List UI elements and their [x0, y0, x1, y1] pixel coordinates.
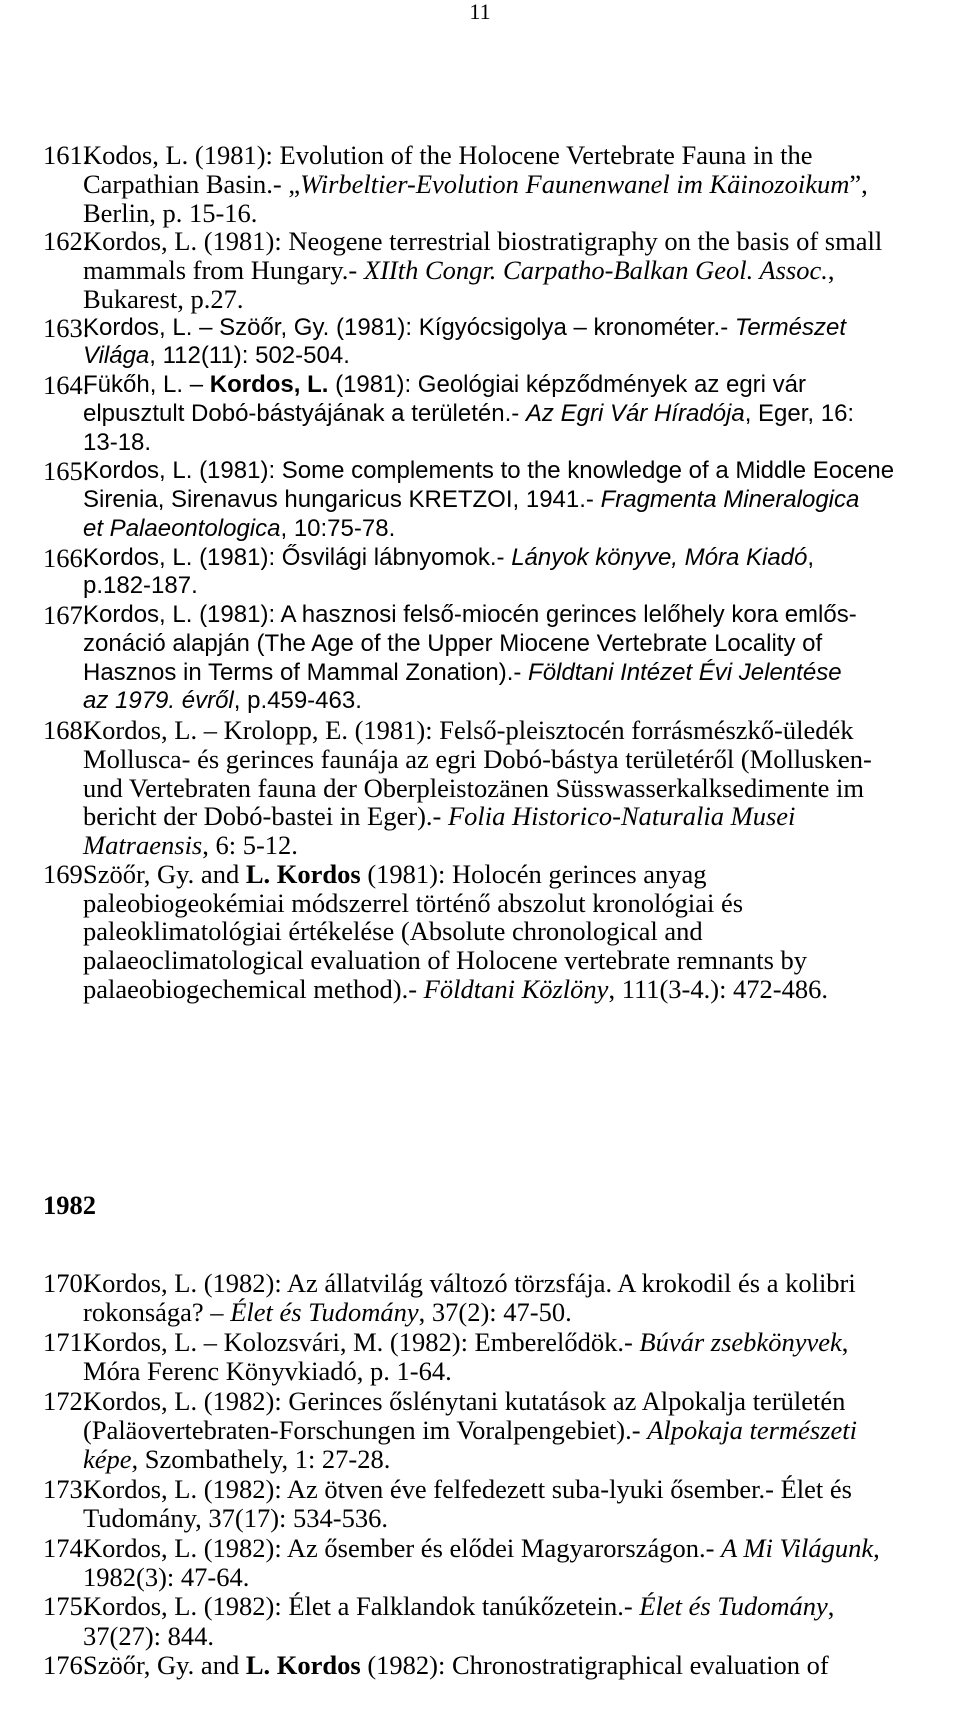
reference-number: 170. [43, 1268, 90, 1298]
reference-entry [43, 371, 933, 457]
reference-entry [43, 1534, 933, 1593]
reference-text: Tudomány, 37(17): 534-536. [83, 1503, 388, 1534]
reference-text: , 37(2): 47-50. [418, 1297, 572, 1328]
reference-text: Szöőr, Gy. and [83, 858, 246, 889]
reference-line [83, 314, 933, 343]
reference-text: , [807, 543, 815, 571]
reference-text: Kordos, L. (1982): Az ősember és elődei Magyarországon.- [83, 1532, 722, 1563]
reference-line [83, 802, 933, 831]
reference-number: 164. [43, 370, 90, 400]
reference-text: ”, [849, 168, 868, 199]
reference-text: , [873, 1532, 880, 1563]
italic-title: et Palaeontologica [83, 514, 281, 542]
reference-entry [43, 601, 933, 716]
reference-entry [43, 1651, 933, 1680]
reference-entry [43, 227, 933, 313]
reference-entry [43, 457, 933, 543]
reference-entry [43, 314, 933, 372]
italic-title: Matraensis [83, 830, 203, 860]
reference-line [83, 946, 933, 975]
reference-number: 176. [43, 1650, 90, 1681]
italic-title: Természet [734, 313, 847, 341]
reference-line [83, 1269, 933, 1298]
reference-text: Berlin, p. 15-16. [83, 197, 258, 228]
reference-number: 165. [43, 456, 90, 487]
reference-text: zonáció alapján (The Age of the Upper Miocene Vertebrate Locality of [83, 629, 823, 657]
reference-text: Carpathian Basin.- „ [83, 168, 301, 199]
reference-line [83, 860, 933, 889]
reference-text: Sirenia, Sirenavus hungaricus KRETZOI, 1941.- [83, 486, 601, 513]
reference-line [83, 975, 933, 1004]
reference-line [83, 285, 933, 314]
reference-line [83, 544, 933, 573]
reference-line [83, 601, 933, 630]
reference-line [83, 630, 933, 659]
reference-text: (1981): Holocén gerinces anyag [360, 858, 707, 889]
reference-line [83, 1534, 933, 1563]
reference-line [83, 170, 933, 199]
reference-text: (1981): Geológiai képződmények az egri vár [328, 371, 807, 398]
reference-text: Kordos, L. (1982): Az állatvilág változó törzsfája. A krokodil és a kolibri [83, 1268, 856, 1298]
reference-line [83, 256, 933, 285]
reference-number: 166. [43, 542, 90, 573]
reference-text: , p.459-463. [233, 687, 362, 715]
reference-text: rokonsága? – [83, 1297, 231, 1328]
reference-text: 1982(3): 47-64. [83, 1562, 250, 1593]
reference-text: Kordos, L. – Szöőr, Gy. (1981): Kígyócsigolya – kronométer.- [83, 313, 735, 341]
reference-entry [43, 1592, 933, 1651]
reference-line [83, 1651, 933, 1680]
reference-text: mammals from Hungary.- [83, 255, 364, 285]
reference-text: Kordos, L. (1982): Gerinces őslénytani kutatások az Alpokalja területén [83, 1385, 846, 1416]
reference-line [83, 429, 933, 458]
italic-title: Fragmenta Mineralogica [600, 486, 860, 513]
references-1981 [43, 141, 933, 1004]
reference-line [83, 457, 933, 486]
reference-text: Kordos, L. – Krolopp, E. (1981): Felső-pleisztocén forrásmészkő-üledék [83, 715, 854, 745]
reference-text: , 112(11): 502-504. [149, 342, 350, 370]
reference-line [83, 1298, 933, 1327]
reference-text: Fükőh, L. – [83, 371, 210, 398]
reference-line [83, 774, 933, 803]
reference-text: p.182-187. [83, 572, 198, 600]
reference-entry [43, 1387, 933, 1475]
reference-line [83, 1475, 933, 1504]
reference-text: Kordos, L. (1981): Neogene terrestrial biostratigraphy on the basis of small [83, 226, 883, 257]
reference-line [83, 1387, 933, 1416]
reference-line [83, 1328, 933, 1357]
reference-text: , 111(3-4.): 472-486. [608, 973, 829, 1004]
reference-number: 172. [43, 1385, 90, 1416]
reference-line [83, 1592, 933, 1621]
reference-entry [43, 544, 933, 602]
italic-title: Világa [83, 342, 150, 370]
reference-text: , 6: 5-12. [202, 830, 298, 860]
reference-text: Hasznos in Terms of Mammal Zonation).- [83, 658, 529, 686]
reference-line [83, 199, 933, 228]
reference-entry [43, 141, 933, 227]
reference-text: und Vertebraten fauna der Oberpleistozänen Süsswasserkalksedimente im [83, 772, 865, 803]
reference-line [83, 1416, 933, 1445]
reference-text: , [827, 255, 835, 285]
reference-text: bericht der Dobó-bastei in Eger).- [83, 801, 448, 832]
italic-title: Az Egri Vár Híradója [525, 399, 745, 427]
references-1982 [43, 1269, 933, 1681]
reference-text: palaeobiogechemical method).- [83, 973, 424, 1004]
italic-title: Földtani Közlöny [423, 973, 609, 1004]
reference-line [83, 1357, 933, 1386]
reference-text: 13-18. [83, 428, 152, 456]
reference-text: palaeoclimatological evaluation of Holocene vertebrate remnants by [83, 945, 808, 975]
reference-line [83, 371, 933, 400]
italic-title: XIIth Congr. Carpatho-Balkan Geol. Assoc. [363, 255, 828, 285]
reference-line [83, 342, 933, 371]
reference-number: 167. [43, 600, 90, 630]
reference-text: Mollusca- és gerinces faunája az egri Dobó-bástya területéről (Mollusken- [83, 743, 872, 774]
reference-text: paleobiogeokémiai módszerrel történő abszolut kronológiai és [83, 887, 744, 918]
reference-number: 175. [43, 1591, 90, 1622]
bold-author: L. Kordos [245, 1650, 361, 1681]
reference-line [83, 889, 933, 918]
reference-line [83, 831, 933, 860]
italic-title: Folia Historico-Naturalia Musei [447, 801, 796, 832]
italic-title: Alpokaja természeti [647, 1415, 857, 1446]
reference-line [83, 716, 933, 745]
reference-text: Kordos, L. (1981): Ősvilági lábnyomok.- [83, 543, 512, 571]
reference-number: 171. [43, 1326, 90, 1357]
reference-number: 174. [43, 1532, 90, 1563]
reference-line [83, 572, 933, 601]
reference-text: Kordos, L. (1982): Élet a Falklandok tanúkőzetein.- [83, 1591, 640, 1622]
reference-text: Kordos, L. (1981): Some complements to the knowledge of a Middle Eocene [83, 457, 895, 485]
bold-author: L. Kordos [245, 858, 361, 889]
reference-text: Kordos, L. (1982): Az ötven éve felfedezett suba-lyuki ősember.- Élet és [83, 1473, 852, 1504]
reference-number: 161. [43, 140, 90, 170]
reference-line [83, 227, 933, 256]
bold-author: Kordos, L. [209, 371, 329, 398]
italic-title: Lányok könyve, Móra Kiadó [511, 543, 808, 571]
reference-number: 168. [43, 715, 90, 745]
italic-title: Földtani Intézet Évi Jelentése [528, 658, 842, 686]
reference-text: , [841, 1326, 849, 1357]
reference-number: 173. [43, 1473, 90, 1504]
year-heading: 1982 [43, 1190, 96, 1220]
reference-text: , Eger, 16: [744, 399, 855, 427]
reference-text: (1982): Chronostratigraphical evaluation of [360, 1650, 829, 1681]
reference-text: (Paläovertebraten-Forschungen im Voralpengebiet).- [83, 1415, 648, 1446]
reference-line [83, 1622, 933, 1651]
reference-text: , 10:75-78. [280, 514, 396, 542]
reference-line [83, 400, 933, 429]
reference-line [83, 917, 933, 946]
italic-title: az 1979. évről [83, 687, 234, 715]
reference-line [83, 745, 933, 774]
reference-line [83, 1445, 933, 1474]
reference-line [83, 1504, 933, 1533]
italic-title: Élet és Tudomány [639, 1591, 828, 1622]
reference-text: Szöőr, Gy. and [83, 1650, 246, 1681]
reference-entry [43, 860, 933, 1004]
reference-text: Szombathely, 1: 27-28. [138, 1444, 391, 1475]
italic-title: képe, [83, 1444, 139, 1475]
reference-line [83, 659, 933, 688]
reference-text: , [827, 1591, 835, 1622]
reference-number: 163. [43, 312, 90, 343]
reference-text: Kordos, L. – Kolozsvári, M. (1982): Emberelődök.- [83, 1326, 640, 1357]
reference-number: 162. [43, 226, 90, 257]
reference-number: 169. [43, 858, 90, 889]
reference-line [83, 515, 933, 544]
reference-text: Kordos, L. (1981): A hasznosi felső-miocén gerinces lelőhely kora emlős- [83, 601, 857, 628]
reference-line [83, 1563, 933, 1592]
reference-text: Móra Ferenc Könyvkiadó, p. 1-64. [83, 1356, 452, 1387]
reference-text: Kodos, L. (1981): Evolution of the Holocene Vertebrate Fauna in the [83, 140, 813, 170]
reference-line [83, 687, 933, 716]
italic-title: Wirbeltier-Evolution Faunenwanel im Käinozoikum [300, 168, 850, 199]
reference-text: paleoklimatológiai értékelése (Absolute chronological and [83, 916, 703, 947]
italic-title: Élet és Tudomány [230, 1297, 419, 1328]
italic-title: Búvár zsebkönyvek [639, 1326, 842, 1357]
reference-entry [43, 716, 933, 860]
reference-text: 37(27): 844. [83, 1620, 215, 1651]
reference-text: elpusztult Dobó-bástyájának a területén.- [83, 399, 526, 427]
reference-text: Bukarest, p.27. [83, 283, 244, 314]
reference-line [83, 141, 933, 170]
italic-title: A Mi Világunk [721, 1532, 874, 1563]
reference-line [83, 486, 933, 515]
reference-entry [43, 1269, 933, 1328]
reference-entry [43, 1328, 933, 1387]
reference-entry [43, 1475, 933, 1534]
page-number: 11 [469, 0, 491, 24]
